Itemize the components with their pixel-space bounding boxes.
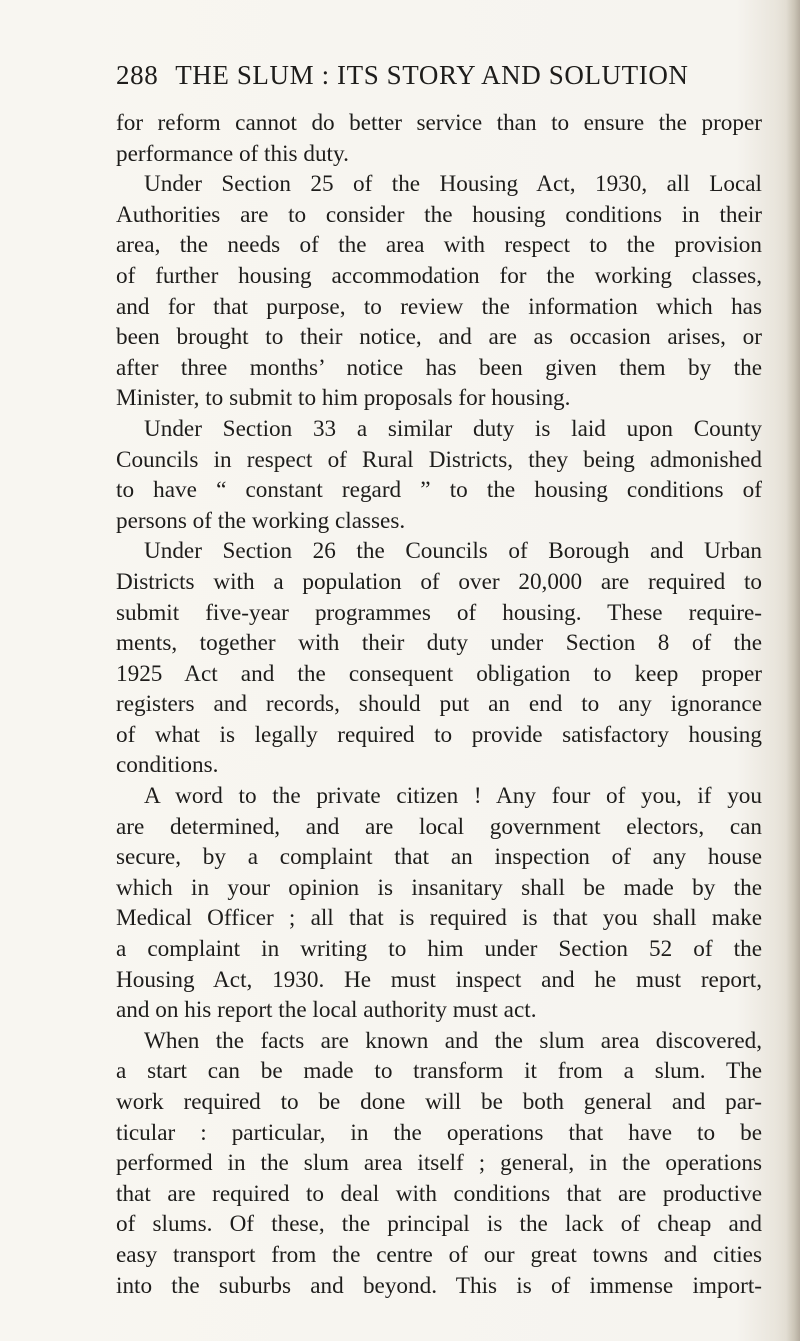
text-line: for reform cannot do better service than to ensure the proper [116, 110, 762, 136]
text-line: ticular : particular, in the operations that have to be [116, 1119, 762, 1146]
text-line: Medical Officer ; all that is required is that you shall make [116, 905, 762, 932]
text-line: 1925 Act and the consequent obligation to keep proper [116, 660, 762, 687]
text-line: a start can be made to transform it from a slum. The [116, 1058, 762, 1085]
text-line: ments, together with their duty under Section 8 of the [116, 630, 762, 657]
text-line: Councils in respect of Rural Districts, they being admonished [116, 446, 762, 473]
text-line: work required to be done will be both general and par- [116, 1089, 762, 1115]
text-line: easy transport from the centre of our great towns and cities [116, 1241, 762, 1268]
text-line: When the facts are known and the slum area discovered, [144, 1027, 762, 1054]
text-line: Minister, to submit to him proposals for housing. [116, 385, 571, 412]
text-line: and on his report the local authority must act. [116, 997, 537, 1024]
page-edge-shadow [786, 0, 800, 1341]
page-number: 288 [116, 60, 159, 90]
text-line: area, the needs of the area with respect to the provision [116, 232, 762, 259]
text-line: of what is legally required to provide satisfactory housing [116, 721, 762, 748]
text-line: and for that purpose, to review the information which has [116, 293, 762, 320]
text-line: conditions. [116, 752, 219, 779]
running-title: THE SLUM : ITS STORY AND SOLUTION [175, 60, 689, 90]
text-line: registers and records, should put an end to any ignorance [116, 691, 762, 718]
text-line: Housing Act, 1930. He must inspect and he must report, [116, 966, 762, 993]
text-line: after three months’ notice has been given them by the [116, 354, 762, 381]
text-line: Under Section 33 a similar duty is laid upon County [144, 415, 762, 442]
text-line: of slums. Of these, the principal is the lack of cheap and [116, 1211, 762, 1238]
text-line: submit five-year programmes of housing. These require- [116, 599, 762, 626]
text-line: performed in the slum area itself ; general, in the operations [116, 1150, 762, 1177]
text-line: Authorities are to consider the housing conditions in their [116, 201, 762, 228]
text-line: Under Section 26 the Councils of Borough and Urban [144, 538, 762, 565]
text-line: Under Section 25 of the Housing Act, 1930, all Local [144, 171, 762, 198]
text-line: Districts with a population of over 20,000 are required to [116, 568, 762, 595]
text-line: to have “ constant regard ” to the housing conditions of [116, 477, 762, 504]
text-line: persons of the working classes. [116, 507, 406, 534]
running-header [116, 60, 756, 91]
text-line: been brought to their notice, and are as occasion arises, or [116, 324, 762, 351]
text-line: of further housing accommodation for the working classes, [116, 262, 762, 289]
text-line: which in your opinion is insanitary shall be made by the [116, 874, 762, 901]
text-line: A word to the private citizen ! Any four of you, if you [144, 783, 762, 810]
text-line: a complaint in writing to him under Section 52 of the [116, 936, 762, 963]
text-line: are determined, and are local government electors, can [116, 813, 762, 840]
body-text [116, 108, 762, 1301]
text-line: secure, by a complaint that an inspection of any house [116, 844, 762, 871]
text-line: that are required to deal with conditions that are productive [116, 1180, 762, 1207]
text-line: performance of this duty. [116, 140, 349, 167]
text-line: into the suburbs and beyond. This is of immense import- [116, 1272, 762, 1299]
